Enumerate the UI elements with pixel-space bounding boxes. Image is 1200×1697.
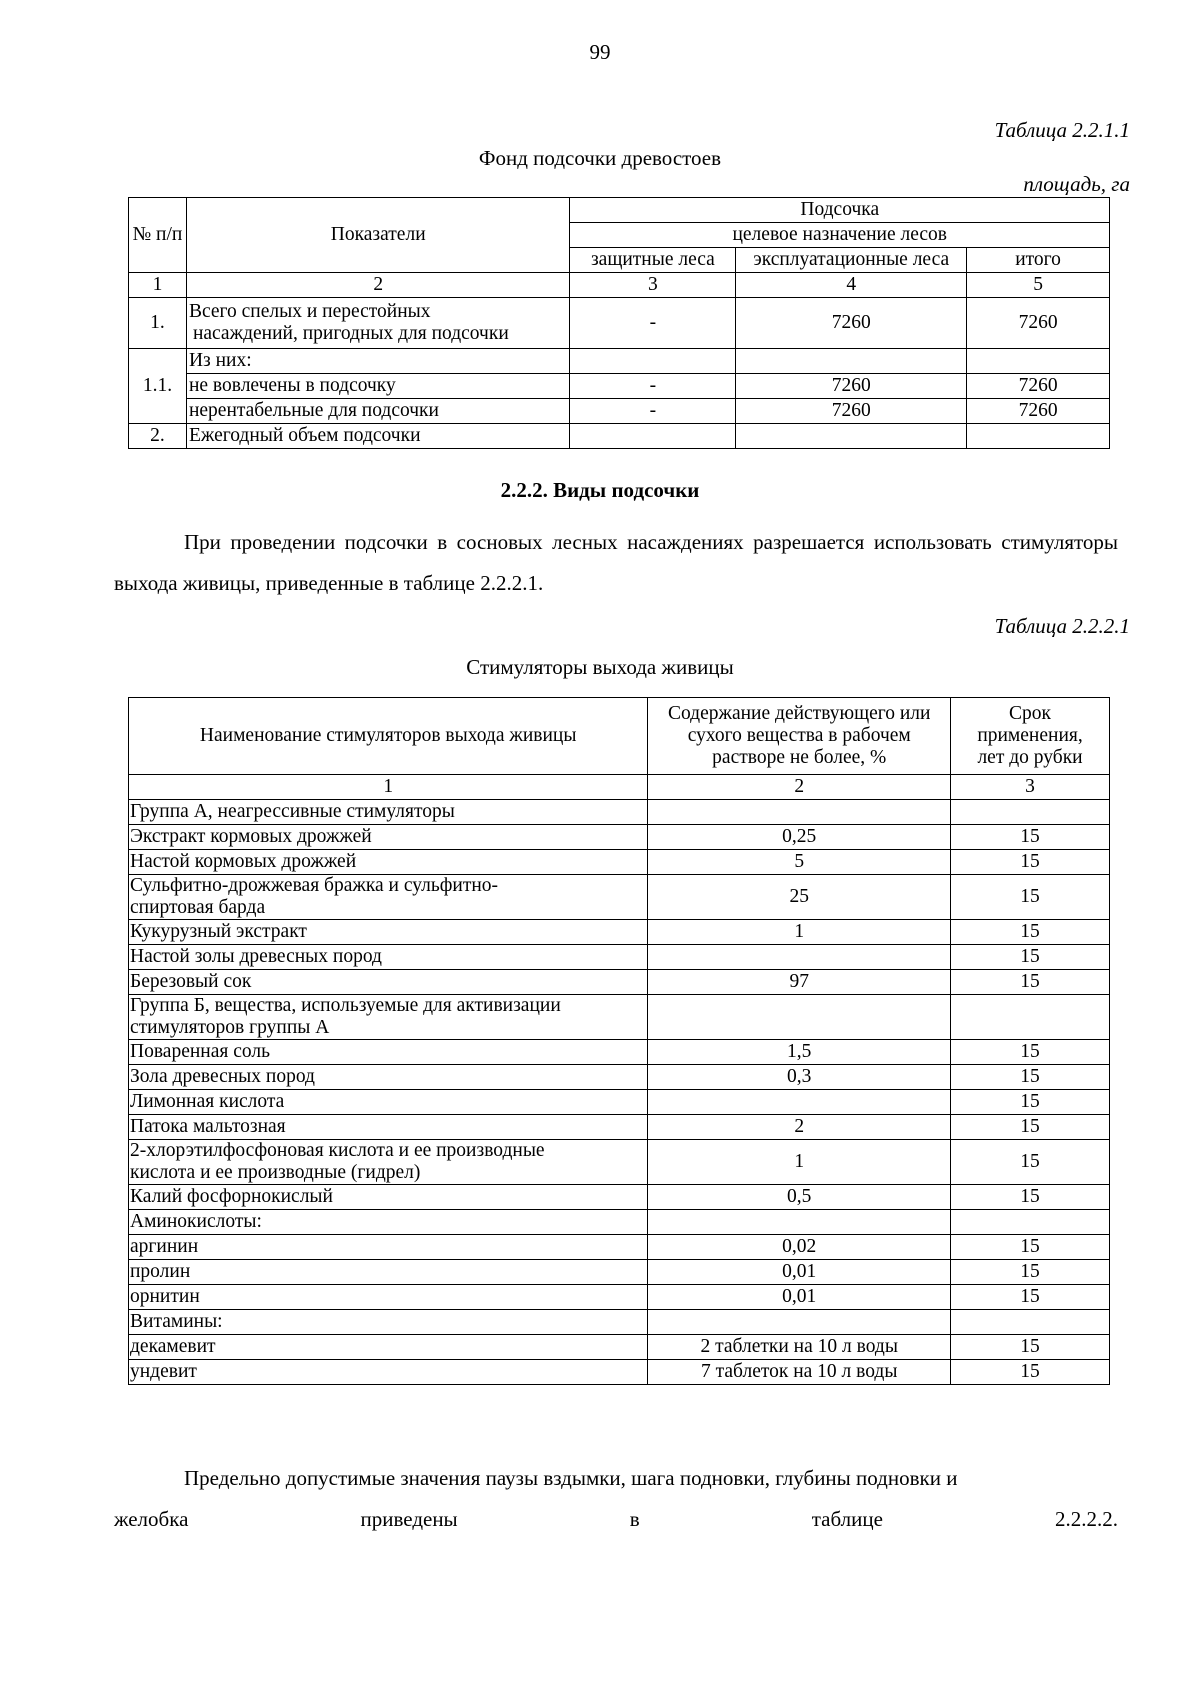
table-row	[129, 1185, 1110, 1210]
row-name	[129, 1235, 648, 1260]
table-row	[129, 1210, 1110, 1235]
table-row	[129, 374, 1110, 399]
header-podsochka: Подсочка	[570, 198, 1110, 223]
cell-content: 5	[648, 850, 951, 875]
cell-exploitation: 7260	[736, 298, 967, 349]
cell-term: 15	[951, 970, 1110, 995]
cell-content	[648, 995, 951, 1040]
cell-term	[951, 995, 1110, 1040]
table-row	[129, 349, 1110, 374]
colnum: 2	[648, 775, 951, 800]
cell-content: 0,01	[648, 1260, 951, 1285]
row-name-line: орнитин	[130, 1286, 200, 1307]
cell-content: 2 таблетки на 10 л воды	[648, 1335, 951, 1360]
row-name-line: 2-хлорэтилфосфоновая кислота и ее производные	[130, 1140, 545, 1161]
row-name-line: Патока мальтозная	[130, 1116, 286, 1137]
header-term-line: применения,	[977, 725, 1083, 746]
cell-content	[648, 800, 951, 825]
cell-term: 15	[951, 1235, 1110, 1260]
row-name	[129, 995, 648, 1040]
table-row	[129, 800, 1110, 825]
table1-title: Фонд подсочки древостоев	[478, 146, 722, 170]
cell-content: 1	[648, 1140, 951, 1185]
table-row	[129, 298, 1110, 349]
table-row	[129, 970, 1110, 995]
row-name-line: Настой золы древесных пород	[130, 946, 382, 967]
table2-caption: Таблица 2.2.2.1	[994, 614, 1130, 638]
colnum: 3	[951, 775, 1110, 800]
cell-term: 15	[951, 1185, 1110, 1210]
cell-term	[951, 800, 1110, 825]
row-name-line: Группа А, неагрессивные стимуляторы	[130, 801, 455, 822]
row-name	[129, 800, 648, 825]
cell-protective: -	[570, 298, 736, 349]
page-number: 99	[589, 40, 611, 64]
table-row	[129, 850, 1110, 875]
table-row	[129, 825, 1110, 850]
cell-content: 0,5	[648, 1185, 951, 1210]
header-content	[648, 698, 951, 775]
row-name-line: кислота и ее производные (гидрел)	[130, 1162, 421, 1183]
cell-content	[648, 1310, 951, 1335]
table-row	[129, 1310, 1110, 1335]
paragraph: При проведении подсочки в сосновых лесных насаждениях разрешается использовать стимуляторы выхода живицы, приведенные в таблице 2.2.2.1.	[114, 530, 1118, 595]
paragraph-line: Предельно допустимые значения паузы вздымки, шага подновки, глубины подновки и	[184, 1466, 958, 1490]
row-name-line: насаждений, пригодных для подсочки	[192, 323, 509, 344]
table-row	[129, 1360, 1110, 1385]
paragraph-line	[114, 1499, 1118, 1540]
cell-content: 25	[648, 875, 951, 920]
cell-term: 15	[951, 1090, 1110, 1115]
table-row	[129, 1260, 1110, 1285]
colnum: 2	[186, 273, 570, 298]
cell-total: 7260	[967, 399, 1110, 424]
row-name	[129, 1285, 648, 1310]
cell-total	[967, 349, 1110, 374]
header-purpose: целевое назначение лесов	[570, 223, 1110, 248]
cell-term: 15	[951, 875, 1110, 920]
word: желобка	[114, 1507, 189, 1531]
table-row	[129, 1285, 1110, 1310]
row-name-line: Настой кормовых дрожжей	[130, 851, 357, 872]
row-name: Ежегодный объем подсочки	[186, 424, 570, 449]
header-term	[951, 698, 1110, 775]
cell-term	[951, 1310, 1110, 1335]
cell-content: 1	[648, 920, 951, 945]
row-name-line: Экстракт кормовых дрожжей	[130, 826, 372, 847]
cell-exploitation: 7260	[736, 374, 967, 399]
row-name-line: пролин	[130, 1261, 191, 1282]
row-name-line: Всего спелых и перестойных	[188, 301, 431, 322]
row-name	[129, 1260, 648, 1285]
header-content-line: сухого вещества в рабочем	[687, 725, 911, 746]
table-stimulators	[128, 697, 1110, 1385]
table1-unit: площадь, га	[1023, 172, 1130, 196]
header-term-line: Срок	[1009, 703, 1052, 724]
table-row	[129, 1090, 1110, 1115]
row-name	[129, 920, 648, 945]
row-name: не вовлечены в подсочку	[186, 374, 570, 399]
row-name-line: ундевит	[130, 1361, 197, 1382]
row-name-line: спиртовая барда	[130, 897, 266, 918]
cell-protective: -	[570, 374, 736, 399]
colnum: 1	[129, 775, 648, 800]
colnum: 3	[570, 273, 736, 298]
cell-total: 7260	[967, 374, 1110, 399]
cell-term: 15	[951, 1335, 1110, 1360]
row-name: нерентабельные для подсочки	[186, 399, 570, 424]
word: в	[629, 1507, 640, 1531]
row-num: 1.1.	[129, 349, 187, 424]
cell-content: 97	[648, 970, 951, 995]
cell-term: 15	[951, 1260, 1110, 1285]
cell-content: 0,3	[648, 1065, 951, 1090]
header-total: итого	[967, 248, 1110, 273]
table1-caption: Таблица 2.2.1.1	[994, 118, 1130, 142]
row-name	[129, 945, 648, 970]
cell-content	[648, 1210, 951, 1235]
cell-term: 15	[951, 1285, 1110, 1310]
colnum: 1	[129, 273, 187, 298]
row-name	[129, 1140, 648, 1185]
header-num: № п/п	[129, 198, 187, 273]
cell-exploitation: 7260	[736, 399, 967, 424]
row-name	[186, 298, 570, 349]
row-name	[129, 1185, 648, 1210]
row-name	[129, 1090, 648, 1115]
header-protective: защитные леса	[570, 248, 736, 273]
colnum: 5	[967, 273, 1110, 298]
row-name-line: Сульфитно-дрожжевая бражка и сульфитно-	[130, 875, 499, 896]
cell-content: 2	[648, 1115, 951, 1140]
row-name-line: Березовый сок	[130, 971, 252, 992]
row-name	[129, 1115, 648, 1140]
cell-term: 15	[951, 1115, 1110, 1140]
header-indicators: Показатели	[186, 198, 570, 273]
cell-total: 7260	[967, 298, 1110, 349]
row-name-line: Аминокислоты:	[130, 1211, 262, 1232]
cell-content	[648, 945, 951, 970]
cell-protective: -	[570, 399, 736, 424]
row-name	[129, 825, 648, 850]
row-name-line: декамевит	[130, 1336, 216, 1357]
table-fund	[128, 197, 1110, 449]
header-content-line: Содержание действующего или	[667, 703, 931, 724]
cell-term: 15	[951, 1065, 1110, 1090]
row-name: Из них:	[186, 349, 570, 374]
row-name-line: Зола древесных пород	[130, 1066, 315, 1087]
table-row	[129, 1115, 1110, 1140]
section-heading: 2.2.2. Виды подсочки	[500, 478, 700, 502]
cell-content: 1,5	[648, 1040, 951, 1065]
cell-term: 15	[951, 920, 1110, 945]
table-row	[129, 920, 1110, 945]
cell-content	[648, 1090, 951, 1115]
table-row	[129, 1040, 1110, 1065]
cell-exploitation	[736, 424, 967, 449]
row-name	[129, 875, 648, 920]
cell-exploitation	[736, 349, 967, 374]
header-name: Наименование стимуляторов выхода живицы	[129, 698, 648, 775]
table-row	[129, 995, 1110, 1040]
row-name	[129, 1040, 648, 1065]
header-term-line: лет до рубки	[977, 747, 1083, 768]
cell-content: 0,02	[648, 1235, 951, 1260]
header-exploitation: эксплуатационные леса	[736, 248, 967, 273]
table-row	[129, 875, 1110, 920]
row-name	[129, 1310, 648, 1335]
row-name	[129, 970, 648, 995]
word: приведены	[360, 1507, 458, 1531]
table-row	[129, 424, 1110, 449]
row-name-line: Калий фосфорнокислый	[130, 1186, 333, 1207]
row-name	[129, 1335, 648, 1360]
row-name	[129, 1360, 648, 1385]
row-name-line: Витамины:	[130, 1311, 223, 1332]
cell-content: 0,01	[648, 1285, 951, 1310]
table-row	[129, 1140, 1110, 1185]
cell-term: 15	[951, 945, 1110, 970]
cell-term: 15	[951, 1140, 1110, 1185]
cell-term: 15	[951, 1040, 1110, 1065]
cell-term: 15	[951, 825, 1110, 850]
row-name-line: Группа Б, вещества, используемые для активизации	[130, 995, 561, 1016]
row-name-line: Кукурузный экстракт	[130, 921, 307, 942]
word: таблице	[811, 1507, 883, 1531]
cell-protective	[570, 424, 736, 449]
row-name	[129, 850, 648, 875]
row-name	[129, 1065, 648, 1090]
word: 2.2.2.2.	[1054, 1507, 1118, 1531]
cell-total	[967, 424, 1110, 449]
cell-content: 7 таблеток на 10 л воды	[648, 1360, 951, 1385]
row-name-line: Поваренная соль	[130, 1041, 270, 1062]
table2-title: Стимуляторы выхода живицы	[466, 655, 734, 679]
table-row	[129, 1335, 1110, 1360]
row-name-line: аргинин	[130, 1236, 199, 1257]
table-row	[129, 1065, 1110, 1090]
header-content-line: растворе не более, %	[712, 747, 887, 768]
row-name-line: стимуляторов группы А	[130, 1017, 330, 1038]
row-name	[129, 1210, 648, 1235]
colnum: 4	[736, 273, 967, 298]
table-row	[129, 775, 1110, 800]
table-row	[129, 399, 1110, 424]
cell-content: 0,25	[648, 825, 951, 850]
cell-term	[951, 1210, 1110, 1235]
cell-term: 15	[951, 850, 1110, 875]
table-row	[129, 273, 1110, 298]
table-row	[129, 1235, 1110, 1260]
cell-term: 15	[951, 1360, 1110, 1385]
row-name-line: Лимонная кислота	[130, 1091, 285, 1112]
table-body	[129, 800, 1110, 1385]
row-num: 1.	[129, 298, 187, 349]
table-row	[129, 945, 1110, 970]
row-num: 2.	[129, 424, 187, 449]
cell-protective	[570, 349, 736, 374]
